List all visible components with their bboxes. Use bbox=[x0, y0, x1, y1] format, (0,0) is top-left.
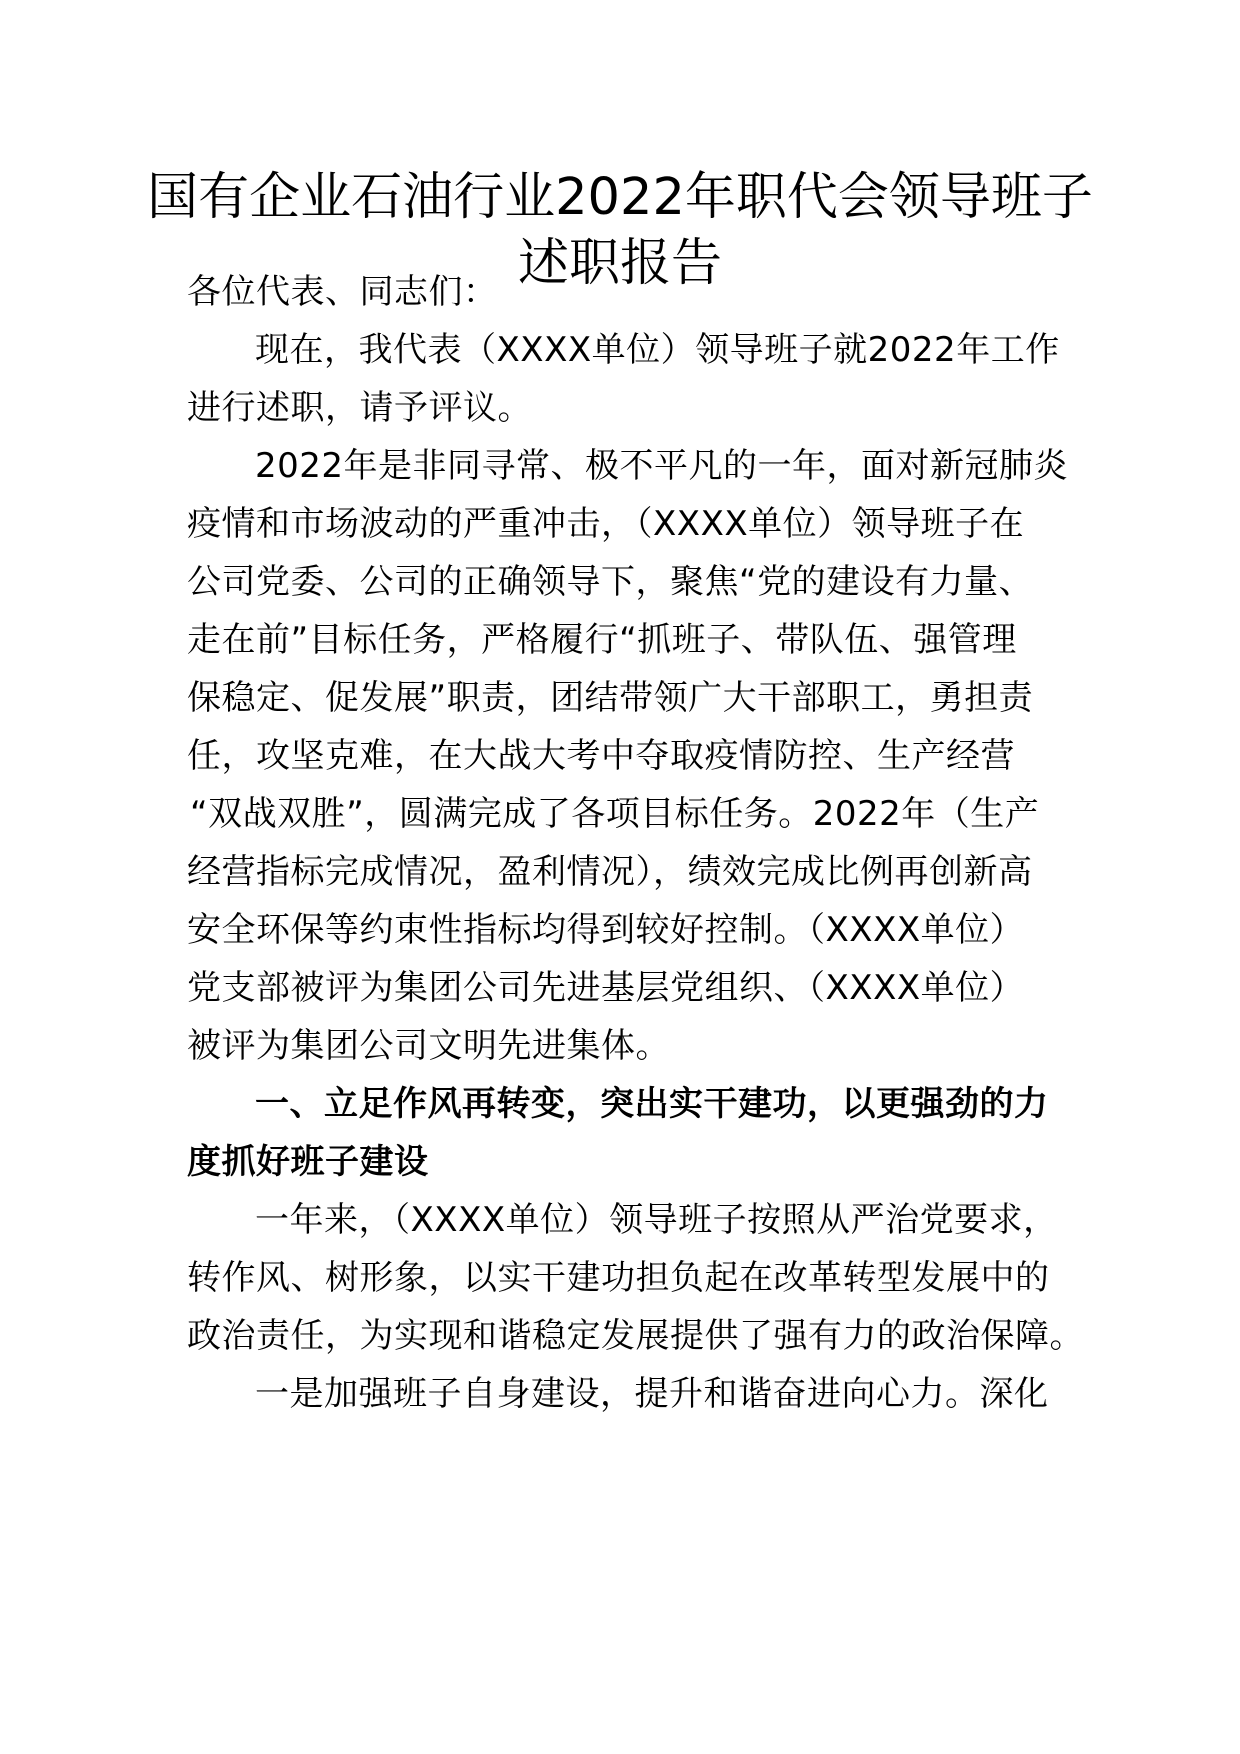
paragraph-line: 党支部被评为集团公司先进基层党组织、（XXXX单位） bbox=[187, 968, 1025, 1008]
paragraph-line: 任，攻坚克难，在大战大考中夺取疫情防控、生产经营 bbox=[187, 736, 1015, 776]
paragraph-line: 转作风、树形象，以实干建功担负起在改革转型发展中的 bbox=[187, 1258, 1050, 1298]
paragraph-line: 政治责任，为实现和谐稳定发展提供了强有力的政治保障。 bbox=[187, 1316, 1084, 1356]
paragraph-line: 走在前”目标任务，严格履行“抓班子、带队伍、强管理 bbox=[187, 620, 1017, 660]
paragraph-line: 被评为集团公司文明先进集体。 bbox=[187, 1026, 670, 1066]
paragraph-line: 公司党委、公司的正确领导下，聚焦“党的建设有力量、 bbox=[187, 562, 1034, 602]
section-heading-line: 度抓好班子建设 bbox=[187, 1142, 429, 1182]
paragraph-line: 经营指标完成情况，盈利情况），绩效完成比例再创新高 bbox=[187, 852, 1033, 892]
document-title-line-2: 述职报告 bbox=[517, 234, 722, 293]
paragraph-line: 2022年是非同寻常、极不平凡的一年，面对新冠肺炎 bbox=[255, 446, 1069, 486]
paragraph-line: 现在，我代表（XXXX单位）领导班子就2022年工作 bbox=[255, 330, 1060, 370]
salutation: 各位代表、同志们： bbox=[187, 272, 498, 312]
paragraph-line: 疫情和市场波动的严重冲击，（XXXX单位）领导班子在 bbox=[187, 504, 1025, 544]
paragraph-line: 一是加强班子自身建设，提升和谐奋进向心力。深化 bbox=[255, 1374, 1049, 1414]
paragraph-line: 保稳定、促发展”职责，团结带领广大干部职工，勇担责 bbox=[187, 678, 1034, 718]
paragraph-line: 一年来，（XXXX单位）领导班子按照从严治党要求， bbox=[255, 1200, 1058, 1240]
document-title-line-1: 国有企业石油行业2022年职代会领导班子 bbox=[147, 168, 1093, 227]
paragraph-line: 进行述职，请予评议。 bbox=[187, 388, 532, 428]
paragraph-line: 安全环保等约束性指标均得到较好控制。（XXXX单位） bbox=[187, 910, 1025, 950]
paragraph-line: “双战双胜”，圆满完成了各项目标任务。2022年（生产 bbox=[190, 794, 1040, 834]
section-heading-line: 一、立足作风再转变，突出实干建功，以更强劲的力 bbox=[255, 1084, 1049, 1124]
